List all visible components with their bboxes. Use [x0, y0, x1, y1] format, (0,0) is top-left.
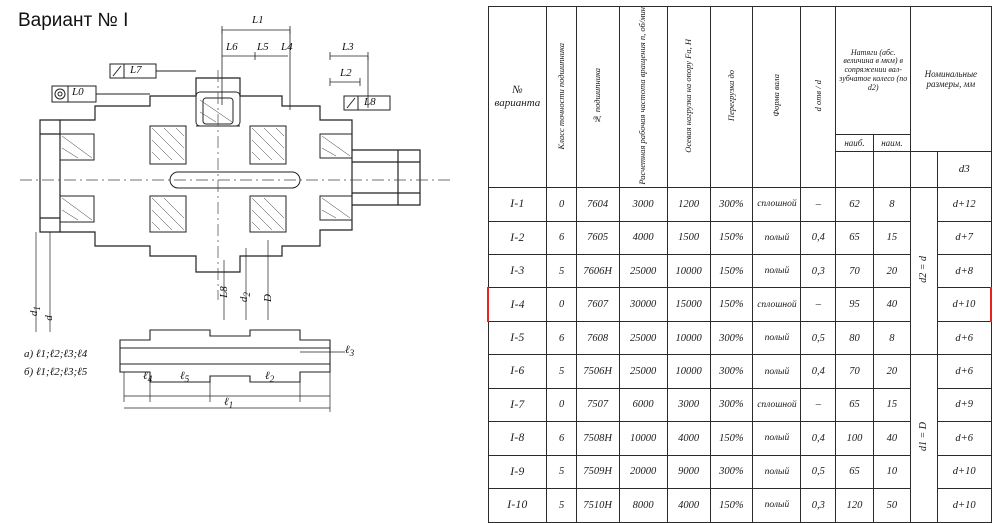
cell-bearing: 7607	[576, 288, 619, 321]
dim-label-L6: L6	[226, 41, 238, 53]
variants-table	[487, 6, 992, 512]
cell-speed: 3000	[619, 188, 667, 221]
cell-ratio: 0,5	[801, 455, 836, 488]
dim-label-L4: L4	[281, 41, 293, 53]
cell-load: 10000	[667, 355, 710, 388]
cell-load: 1200	[667, 188, 710, 221]
cell-bearing: 7506Н	[576, 355, 619, 388]
cell-tmax: 100	[836, 422, 873, 455]
cell-speed: 10000	[619, 422, 667, 455]
cell-d3: d+6	[937, 355, 991, 388]
header-accuracy-class: Класс точности подшипника	[547, 7, 576, 188]
cell-ratio: –	[801, 288, 836, 321]
cell-variant: I-4	[488, 288, 547, 321]
cell-ratio: 0,4	[801, 355, 836, 388]
header-d3: d3	[937, 152, 991, 188]
cell-variant: I-5	[488, 321, 547, 354]
cell-tmin: 20	[873, 254, 910, 287]
header-shaft-shape: Форма вала	[753, 7, 801, 188]
header-side-labels	[911, 152, 938, 188]
cell-overload: 300%	[710, 188, 753, 221]
header-tight-max: наиб.	[836, 135, 873, 152]
cell-tmin: 40	[873, 422, 910, 455]
cell-d3: d+8	[937, 254, 991, 287]
cell-speed: 20000	[619, 455, 667, 488]
cell-class: 5	[547, 489, 576, 523]
cell-class: 6	[547, 422, 576, 455]
header-tightness-group: Натяги (абс. величина в мкм) в сопряжении вал-зубчатое колесо (по d2)	[836, 7, 911, 135]
cell-tmax: 70	[836, 355, 873, 388]
cell-tmax: 62	[836, 188, 873, 221]
dim-label-l5: ℓ$_5$	[180, 370, 190, 385]
cell-d3: d+12	[937, 188, 991, 221]
cell-bearing: 7606Н	[576, 254, 619, 287]
dim-label-d2: $d_2$	[237, 292, 253, 303]
header-axial-load: Осевая нагрузка на опору Fa, Н	[667, 7, 710, 188]
cell-ratio: 0,3	[801, 254, 836, 287]
cell-d3: d+6	[937, 321, 991, 354]
cell-shape: полый	[753, 254, 801, 287]
cell-variant: I-6	[488, 355, 547, 388]
cell-speed: 8000	[619, 489, 667, 523]
cell-tmin: 15	[873, 388, 910, 421]
dim-label-l2: ℓ$_2$	[265, 370, 275, 385]
header-nominal-sizes: Номинальные размеры, мм	[911, 7, 991, 152]
header-ratio: d отв / d	[801, 7, 836, 188]
cell-d3: d+10	[937, 489, 991, 523]
drawing-note-a: а) ℓ1;ℓ2;ℓ3;ℓ4	[24, 348, 88, 360]
cell-speed: 25000	[619, 355, 667, 388]
cell-shape: полый	[753, 321, 801, 354]
cell-variant: I-3	[488, 254, 547, 287]
dim-label-d1: $d_1$	[27, 306, 43, 317]
cell-d3: d+6	[937, 422, 991, 455]
dim-label-l3: ℓ$_3$	[345, 344, 355, 359]
side-label-d1: d1 = D	[911, 355, 938, 522]
cell-overload: 150%	[710, 489, 753, 523]
assembly-drawing	[0, 0, 470, 422]
header-calc-speed: Расчетная рабочая частота вращения n, об/мин	[619, 7, 667, 188]
cell-load: 15000	[667, 288, 710, 321]
dim-label-L2: L2	[340, 67, 352, 79]
cell-class: 6	[547, 321, 576, 354]
cell-shape: полый	[753, 489, 801, 523]
header-bearing-no: № подшипника	[576, 7, 619, 188]
dim-label-D: D	[261, 294, 274, 302]
table-row[interactable]	[488, 355, 991, 388]
cell-overload: 300%	[710, 388, 753, 421]
dim-label-d: d	[42, 315, 55, 321]
cell-shape: сплошной	[753, 388, 801, 421]
cell-ratio: 0,3	[801, 489, 836, 523]
cell-load: 10000	[667, 321, 710, 354]
dim-label-L7: L7	[130, 64, 142, 76]
cell-load: 4000	[667, 422, 710, 455]
cell-tmax: 120	[836, 489, 873, 523]
header-variant: № варианта	[488, 7, 547, 188]
dim-label-l1: ℓ$_1$	[224, 396, 234, 411]
cell-variant: I-7	[488, 388, 547, 421]
page-title: Вариант № I	[18, 10, 129, 31]
cell-load: 3000	[667, 388, 710, 421]
dim-label-L1: L1	[252, 14, 264, 26]
dim-label-L5: L5	[257, 41, 269, 53]
cell-ratio: 0,4	[801, 422, 836, 455]
cell-variant: I-2	[488, 221, 547, 254]
cell-speed: 25000	[619, 321, 667, 354]
cell-tmin: 8	[873, 188, 910, 221]
cell-tmin: 50	[873, 489, 910, 523]
cell-bearing: 7510Н	[576, 489, 619, 523]
cell-overload: 300%	[710, 455, 753, 488]
cell-variant: I-9	[488, 455, 547, 488]
cell-d3: d+9	[937, 388, 991, 421]
side-label-d2: d2 = d	[911, 188, 938, 355]
cell-tmax: 70	[836, 254, 873, 287]
cell-load: 10000	[667, 254, 710, 287]
drawing-note-b: б) ℓ1;ℓ2;ℓ3;ℓ5	[24, 366, 88, 378]
cell-tmin: 40	[873, 288, 910, 321]
cell-shape: полый	[753, 221, 801, 254]
cell-class: 0	[547, 288, 576, 321]
cell-tmax: 95	[836, 288, 873, 321]
cell-bearing: 7507	[576, 388, 619, 421]
dim-label-L8: L8	[364, 96, 376, 108]
cell-tmin: 8	[873, 321, 910, 354]
cell-tmax: 65	[836, 221, 873, 254]
cell-class: 0	[547, 388, 576, 421]
dim-label-d3: L8	[217, 286, 230, 298]
cell-load: 9000	[667, 455, 710, 488]
cell-overload: 150%	[710, 288, 753, 321]
cell-d3: d+10	[937, 455, 991, 488]
cell-shape: полый	[753, 355, 801, 388]
cell-tmin: 10	[873, 455, 910, 488]
cell-load: 4000	[667, 489, 710, 523]
cell-overload: 300%	[710, 355, 753, 388]
dim-label-L3: L3	[342, 41, 354, 53]
cell-d3: d+7	[937, 221, 991, 254]
cell-speed: 25000	[619, 254, 667, 287]
header-overload: Перегрузка до	[710, 7, 753, 188]
cell-overload: 150%	[710, 422, 753, 455]
table-body	[488, 188, 991, 522]
cell-speed: 4000	[619, 221, 667, 254]
cell-tmax: 65	[836, 388, 873, 421]
cell-class: 5	[547, 254, 576, 287]
cell-d3: d+10	[937, 288, 991, 321]
cell-tmax: 80	[836, 321, 873, 354]
cell-class: 5	[547, 355, 576, 388]
cell-bearing: 7605	[576, 221, 619, 254]
dim-label-L0: L0	[72, 86, 84, 98]
cell-shape: полый	[753, 422, 801, 455]
cell-class: 6	[547, 221, 576, 254]
cell-shape: полый	[753, 455, 801, 488]
cell-overload: 300%	[710, 321, 753, 354]
cell-shape: сплошной	[753, 188, 801, 221]
cell-load: 1500	[667, 221, 710, 254]
header-tight-max-spacer	[836, 152, 873, 188]
cell-shape: сплошной	[753, 288, 801, 321]
cell-class: 5	[547, 455, 576, 488]
table-row[interactable]	[488, 188, 991, 221]
cell-variant: I-1	[488, 188, 547, 221]
cell-bearing: 7608	[576, 321, 619, 354]
cell-ratio: 0,4	[801, 221, 836, 254]
cell-speed: 30000	[619, 288, 667, 321]
dim-label-l4: ℓ$_4$	[143, 370, 153, 385]
cell-tmax: 65	[836, 455, 873, 488]
cell-bearing: 7508Н	[576, 422, 619, 455]
cell-variant: I-8	[488, 422, 547, 455]
cell-ratio: –	[801, 388, 836, 421]
cell-overload: 150%	[710, 254, 753, 287]
cell-overload: 150%	[710, 221, 753, 254]
cell-class: 0	[547, 188, 576, 221]
cell-variant: I-10	[488, 489, 547, 523]
cell-ratio: 0,5	[801, 321, 836, 354]
header-tight-min: наим.	[873, 135, 910, 152]
cell-bearing: 7509Н	[576, 455, 619, 488]
header-tight-min-spacer	[873, 152, 910, 188]
cell-tmin: 20	[873, 355, 910, 388]
cell-tmin: 15	[873, 221, 910, 254]
cell-speed: 6000	[619, 388, 667, 421]
cell-bearing: 7604	[576, 188, 619, 221]
cell-ratio: –	[801, 188, 836, 221]
